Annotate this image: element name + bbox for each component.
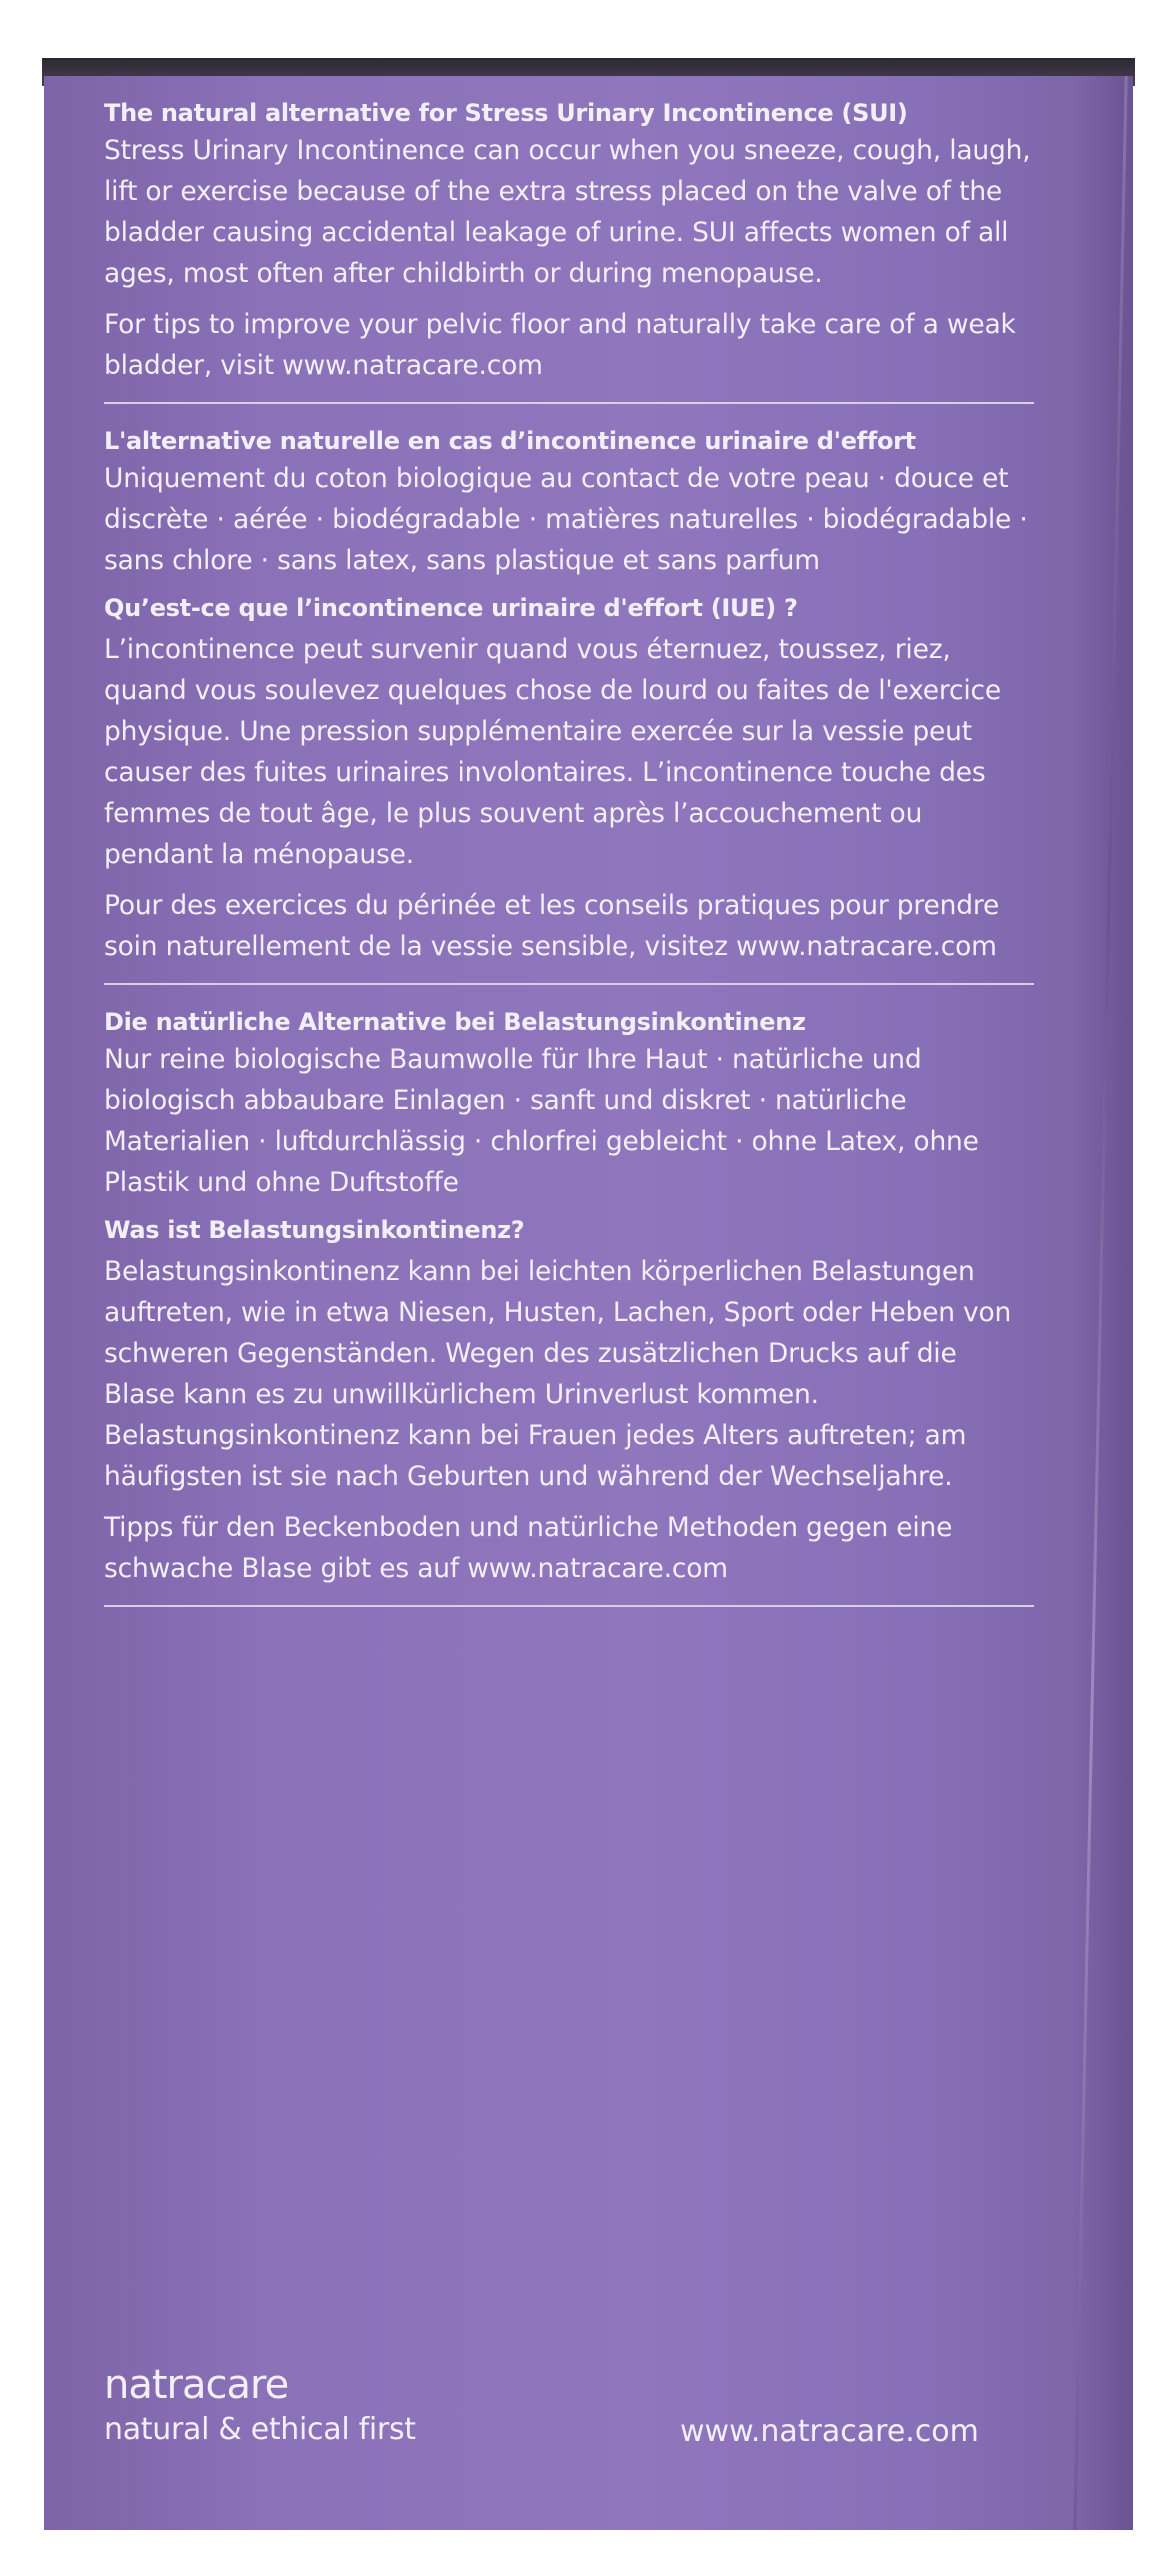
brand-tagline: natural & ethical first [104, 2412, 416, 2447]
divider [104, 402, 1034, 404]
panel-text [104, 96, 1034, 1627]
brand-logo: natracare [104, 2362, 289, 2408]
german-subheading: Was ist Belastungsinkontinenz? [104, 1216, 525, 1244]
german-paragraph-3: Tipps für den Beckenboden und natürliche Methoden gegen eine schwache Blase gibt es auf www.natracare.com [104, 1512, 953, 1584]
german-paragraph-1: Nur reine biologische Baumwolle für Ihre Haut · natürliche und biologisch abbaubare Einlagen · sanft und diskret · natürliche Materialien · luftdurchlässig · chlorfrei gebleicht · ohne Latex, ohne Plastik und ohne Duftstoffe [104, 1044, 979, 1198]
english-paragraph-1: Stress Urinary Incontinence can occur when you sneeze, cough, laugh, lift or exercise because of the extra stress placed on the valve of the bladder causing accidental leakage of urine. SUI affects women of all ages, most often after childbirth or during menopause. [104, 135, 1031, 289]
section-heading-german: Die natürliche Alternative bei Belastungsinkontinenz [104, 1008, 806, 1036]
section-german [104, 1005, 1034, 1589]
section-heading-english: The natural alternative for Stress Urinary Incontinence (SUI) [104, 99, 908, 127]
section-english [104, 96, 1034, 386]
brand-block [104, 2362, 416, 2452]
website-url: www.natracare.com [680, 2414, 979, 2449]
french-paragraph-1: Uniquement du coton biologique au contact de votre peau · douce et discrète · aérée · biodégradable · matières naturelles · biodégradable · sans chlore · sans latex, sans plastique et sans parfum [104, 463, 1028, 576]
german-paragraph-2: Belastungsinkontinenz kann bei leichten körperlichen Belastungen auftreten, wie in etwa Niesen, Husten, Lachen, Sport oder Heben von schweren Gegenständen. Wegen des zusätzlichen Drucks auf die Blase kann es zu unwillkürlichem Urinverlust kommen. Belastungsinkontinenz kann bei Frauen jedes Alters auftreten; am häufigsten ist sie nach Geburten und während der Wechseljahre. [104, 1256, 1012, 1492]
section-heading-french: L'alternative naturelle en cas d’incontinence urinaire d'effort [104, 427, 916, 455]
box-crease [1073, 76, 1127, 2530]
french-paragraph-3: Pour des exercices du périnée et les conseils pratiques pour prendre soin naturellement de la vessie sensible, visitez www.natracare.com [104, 890, 1000, 962]
english-paragraph-2: For tips to improve your pelvic floor and naturally take care of a weak bladder, visit www.natracare.com [104, 309, 1016, 381]
french-subheading: Qu’est-ce que l’incontinence urinaire d'effort (IUE) ? [104, 594, 798, 622]
section-french [104, 424, 1034, 967]
divider [104, 1605, 1034, 1607]
divider [104, 983, 1034, 985]
french-paragraph-2: L’incontinence peut survenir quand vous éternuez, toussez, riez, quand vous soulevez quelques chose de lourd ou faites de l'exercice physique. Une pression supplémentaire exercée sur la vessie peut causer des fuites urinaires involontaires. L’incontinence touche des femmes de tout âge, le plus souvent après l’accouchement ou pendant la ménopause. [104, 634, 1001, 870]
